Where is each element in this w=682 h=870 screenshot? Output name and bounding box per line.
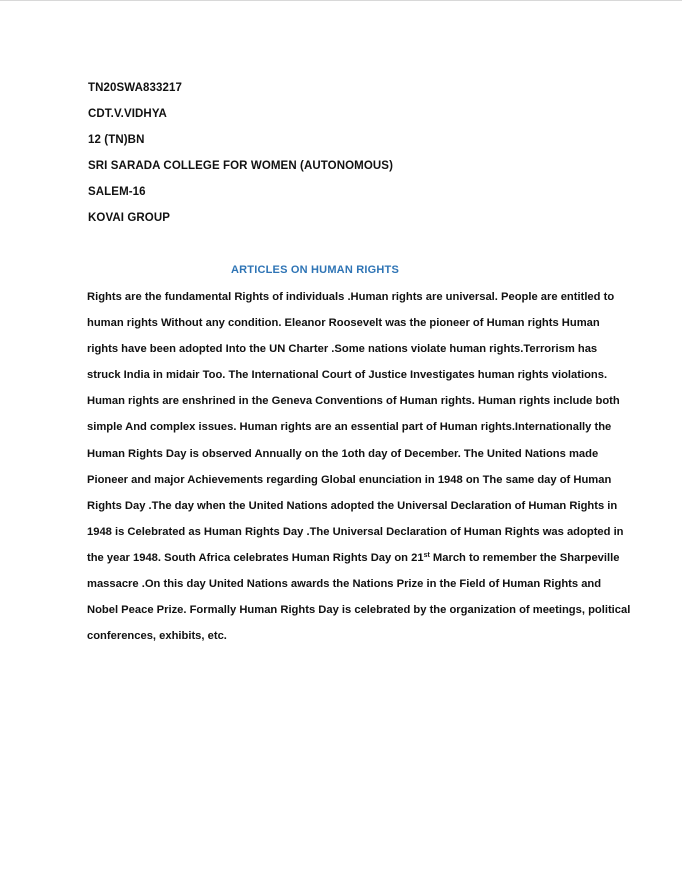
top-edge-divider xyxy=(0,0,682,1)
body-line-part: the year 1948. South Africa celebrates Human Rights Day on 21 xyxy=(87,551,424,564)
body-line-part: March to remember the Sharpeville xyxy=(429,551,620,564)
body-line: massacre .On this day United Nations awards the Nations Prize in the Field of Human Rights and xyxy=(87,578,602,591)
body-line: Human Rights Day is observed Annually on the 1oth day of December. The United Nations made xyxy=(87,447,599,460)
body-line: conferences, exhibits, etc. xyxy=(87,630,227,643)
ordinal-superscript: st xyxy=(423,551,430,559)
city-pin: SALEM-16 xyxy=(88,186,146,198)
header-block xyxy=(88,80,628,236)
body-line: struck India in midair Too. The International Court of Justice Investigates human rights violations. xyxy=(87,369,608,382)
body-line-with-superscript xyxy=(87,550,647,576)
body-line: human rights Without any condition. Eleanor Roosevelt was the pioneer of Human rights Human xyxy=(87,317,600,330)
body-line: Pioneer and major Achievements regarding Global enunciation in 1948 on The same day of Human xyxy=(87,473,612,486)
body-line: rights have been adopted Into the UN Charter .Some nations violate human rights.Terrorism has xyxy=(87,343,598,356)
battalion: 12 (TN)BN xyxy=(88,134,145,146)
registration-number: TN20SWA833217 xyxy=(88,82,182,94)
body-line: Human rights are enshrined in the Geneva Conventions of Human rights. Human rights include both xyxy=(87,395,620,408)
cadet-name: CDT.V.VIDHYA xyxy=(88,108,167,120)
college-name: SRI SARADA COLLEGE FOR WOMEN (AUTONOMOUS) xyxy=(88,160,394,172)
body-line: simple And complex issues. Human rights are an essential part of Human rights.Internationally the xyxy=(87,421,612,434)
article-title: ARTICLES ON HUMAN RIGHTS xyxy=(231,264,399,276)
group-name: KOVAI GROUP xyxy=(88,212,171,224)
body-line: Rights Day .The day when the United Nations adopted the Universal Declaration of Human Rights in xyxy=(87,499,618,512)
body-line: 1948 is Celebrated as Human Rights Day .The Universal Declaration of Human Rights was adopted in xyxy=(87,525,624,538)
body-line: Nobel Peace Prize. Formally Human Rights Day is celebrated by the organization of meetings, political xyxy=(87,604,631,617)
article-body xyxy=(87,289,647,654)
body-line: Rights are the fundamental Rights of individuals .Human rights are universal. People are entitled to xyxy=(87,291,615,303)
